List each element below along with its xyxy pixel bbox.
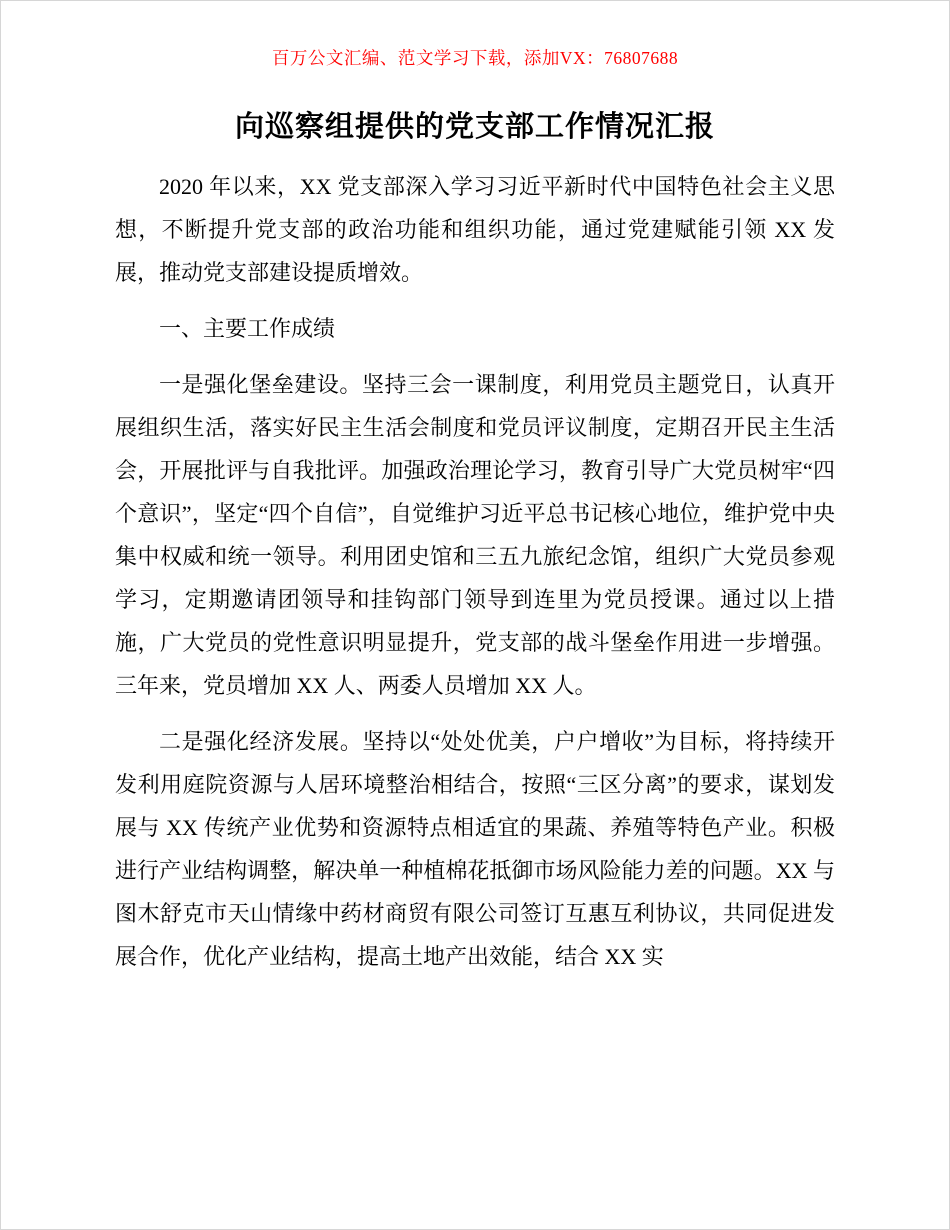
paragraph-economic-development: 二是强化经济发展。坚持以“处处优美，户户增收”为目标，将持续开发利用庭院资源与人居环境整治相结合，按照“三区分离”的要求，谋划发展与 XX 传统产业优势和资源特点相适宜的果蔬、养殖等特色产业。积极进行产业结构调整，解决单一种植棉花抵御市场风险能力差的问题。XX 与图木舒克市天山情缘中药材商贸有限公司签订互惠互利协议，共同促进发展合作，优化产业结构，提高土地产出效能，结合 XX 实	[115, 729, 835, 969]
section-heading-main-achievements: 一、主要工作成绩	[159, 316, 336, 341]
promo-notice: 百万公文汇编、范文学习下载，添加VX：76807688	[271, 48, 679, 68]
paragraph-fortress-building: 一是强化堡垒建设。坚持三会一课制度，利用党员主题党日，认真开展组织生活，落实好民主生活会制度和党员评议制度，定期召开民主生活会，开展批评与自我批评。加强政治理论学习，教育引导广大党员树牢“四个意识”，坚定“四个自信”，自觉维护习近平总书记核心地位，维护党中央集中权威和统一领导。利用团史馆和三五九旅纪念馆，组织广大党员参观学习，定期邀请团领导和挂钩部门领导到连里为党员授课。通过以上措施，广大党员的党性意识明显提升，党支部的战斗堡垒作用进一步增强。三年来，党员增加 XX 人、两委人员增加 XX 人。	[115, 372, 835, 698]
document-body	[1, 107, 949, 978]
document-title: 向巡察组提供的党支部工作情况汇报	[234, 111, 715, 143]
paragraph-intro: 2020 年以来，XX 党支部深入学习习近平新时代中国特色社会主义思想，不断提升党支部的政治功能和组织功能，通过党建赋能引领 XX 发展，推动党支部建设提质增效。	[115, 174, 835, 285]
